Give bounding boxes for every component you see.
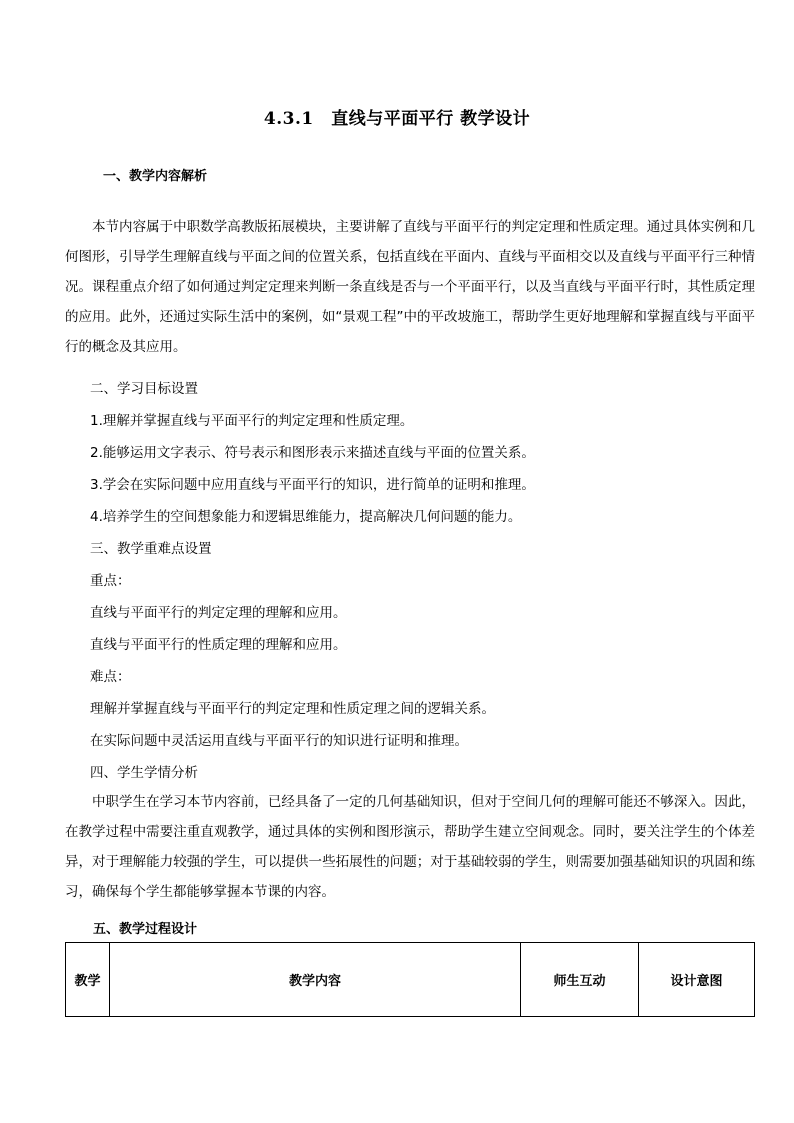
difficult-point-item-2: 在实际问题中灵活运用直线与平面平行的知识进行证明和推理。 — [90, 733, 468, 749]
section-4-paragraph: 中职学生在学习本节内容前，已经具备了一定的几何基础知识，但对于空间几何的理解可能还不够深入。因此，在教学过程中需要注重直观教学，通过具体的实例和图形演示，帮助学生建立空间观念。同时，要关注学生的个体差异，对于理解能力较强的学生，可以提供一些拓展性的问题；对于基础较弱的学生，则需要加强基础知识的巩固和练习，确保每个学生都能够掌握本节课的内容。 — [65, 794, 755, 900]
section-4-heading: 四、学生学情分析 — [90, 765, 198, 781]
key-point-item-1: 直线与平面平行的判定定理的理解和应用。 — [90, 605, 347, 621]
table-header-content: 教学内容 — [110, 943, 521, 1017]
table-header-stage: 教学 — [66, 943, 110, 1017]
objective-item-4: 4.培养学生的空间想象能力和逻辑思维能力，提高解决几何问题的能力。 — [90, 509, 522, 525]
table-header-row — [66, 943, 755, 1017]
teaching-process-table — [65, 942, 755, 1017]
section-5-heading: 五、教学过程设计 — [93, 922, 198, 937]
section-2-heading: 二、学习目标设置 — [90, 381, 198, 397]
objective-item-2: 2.能够运用文字表示、符号表示和图形表示来描述直线与平面的位置关系。 — [90, 445, 535, 461]
table-header-intent: 设计意图 — [639, 943, 755, 1017]
table-header-interaction: 师生互动 — [521, 943, 639, 1017]
document-title: 4.3.1 直线与平面平行 教学设计 — [263, 109, 531, 129]
objective-item-1: 1.理解并掌握直线与平面平行的判定定理和性质定理。 — [90, 413, 414, 429]
difficult-point-item-1: 理解并掌握直线与平面平行的判定定理和性质定理之间的逻辑关系。 — [90, 701, 495, 717]
key-points-label: 重点： — [90, 573, 131, 589]
section-3-heading: 三、教学重难点设置 — [90, 541, 212, 557]
difficult-points-label: 难点： — [90, 669, 131, 685]
section-1-paragraph: 本节内容属于中职数学高教版拓展模块，主要讲解了直线与平面平行的判定定理和性质定理。通过具体实例和几何图形，引导学生理解直线与平面之间的位置关系，包括直线在平面内、直线与平面相交以及直线与平面平行三种情况。课程重点介绍了如何通过判定定理来判断一条直线是否与一个平面平行，以及当直线与平面平行时，其性质定理的应用。此外，还通过实际生活中的案例，如“景观工程”中的平改坡施工，帮助学生更好地理解和掌握直线与平面平行的概念及其应用。 — [65, 219, 755, 355]
section-1-heading: 一、教学内容解析 — [103, 169, 208, 184]
objective-item-3: 3.学会在实际问题中应用直线与平面平行的知识，进行简单的证明和推理。 — [90, 477, 535, 493]
key-point-item-2: 直线与平面平行的性质定理的理解和应用。 — [90, 637, 347, 653]
